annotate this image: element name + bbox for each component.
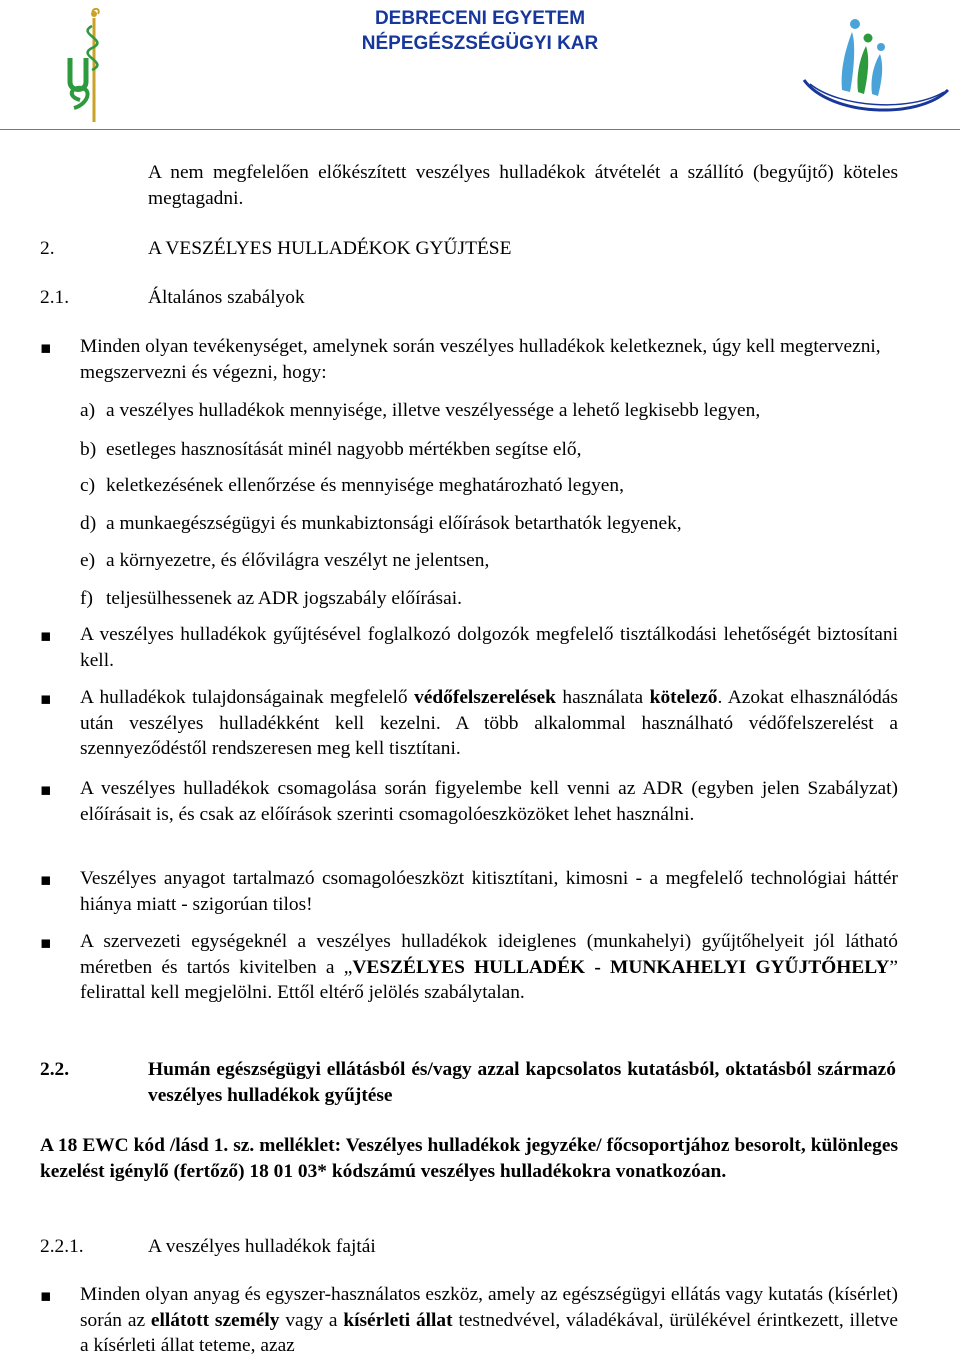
header-line1: DEBRECENI EGYETEM bbox=[374, 8, 586, 29]
bullet-3-part3: . Azokat elhasználódás után veszélyes hulladékként kell kezelni. A több alkalommal használható védőfelszerelést a szennyeződéstől rendszeresen meg kell tisztítani. bbox=[80, 687, 898, 760]
list-item-e-label: e) bbox=[80, 550, 96, 571]
bullet-2-text: A veszélyes hulladékok gyűjtésével foglalkozó dolgozók megfelelő tisztálkodási lehetőségét biztosítani kell. bbox=[80, 624, 898, 671]
bullet-marker bbox=[40, 342, 52, 354]
intro-line1 bbox=[148, 160, 898, 211]
list-item-e-text: a környezetre, és élővilágra veszélyt ne jelentsen, bbox=[106, 550, 490, 571]
list-item-b-label: b) bbox=[80, 439, 97, 460]
bullet-7-part1: Minden olyan anyag és egyszer-használatos eszköz, amely az egészségügyi ellátás vagy kutatás (kísérlet) során az bbox=[80, 1284, 898, 1331]
bullet-3-part2: használata bbox=[555, 687, 650, 708]
bullet-7-part3: testnedvével, váladékával, ürülékével érintkezett, illetve a kísérleti állat teteme, azaz bbox=[80, 1309, 898, 1357]
bullet-5-text: Veszélyes anyagot tartalmazó csomagolóeszközt kitisztítani, kimosni - a megfelelő technológiai háttér hiánya miatt - szigorúan tilos! bbox=[80, 868, 898, 915]
list-item-b-text: esetleges hasznosítását minél nagyobb mértékben segítse elő, bbox=[106, 439, 582, 460]
university-logo bbox=[58, 4, 128, 126]
section-2-1-number: 2.1. bbox=[40, 287, 70, 308]
bullet-3-bold-mandatory: kötelező bbox=[649, 687, 718, 708]
section-2-2-title: Humán egészségügyi ellátásból és/vagy azzal kapcsolatos kutatásból, oktatásból származó veszélyes hulladékok gyűjtése bbox=[148, 1059, 896, 1106]
section-2-1-title: Általános szabályok bbox=[148, 287, 305, 308]
list-item-f-text: teljesülhessenek az ADR jogszabály előírásai. bbox=[106, 588, 462, 609]
bullet-3-text bbox=[80, 685, 898, 762]
bullet-marker bbox=[40, 784, 52, 796]
bullet-4-text: A veszélyes hulladékok csomagolása során figyelembe kell venni az ADR (egyben jelen Szabályzat) előírásait is, és csak az előírások szerinti csomagolóeszközöket lehet használni. bbox=[80, 778, 898, 825]
bullet-7-bold-animal: kísérleti állat bbox=[343, 1309, 453, 1331]
bullet-7-bold-person: ellátott személy bbox=[150, 1309, 280, 1331]
bullet-marker bbox=[40, 874, 52, 886]
bullet-6-part2: ” felirattal kell megjelölni. Ettől eltérő jelölés szabálytalan. bbox=[80, 956, 898, 1004]
ewc-paragraph: A 18 EWC kód /lásd 1. sz. melléklet: Veszélyes hulladékok jegyzéke/ főcsoportjához besorolt, különleges kezelést igénylő (fertőző) 18 01 03* kódszámú veszélyes hulladékokra vonatkozóan. bbox=[40, 1135, 898, 1182]
faculty-logo bbox=[800, 8, 950, 120]
bullet-6-text bbox=[80, 929, 898, 1006]
bullet-marker bbox=[40, 630, 52, 642]
bullet-3-bold-protective: védőfelszerelések bbox=[414, 687, 556, 708]
list-item-f-label: f) bbox=[80, 588, 93, 609]
header-title bbox=[180, 6, 780, 56]
bullet-6-part1: A szervezeti egységeknél a veszélyes hulladékok ideiglenes (munkahelyi) gyűjtőhelyeit jól látható méretben és tartós kivitelben a „ bbox=[80, 931, 898, 978]
section-2-2-number: 2.2. bbox=[40, 1059, 70, 1080]
section-2-title: A VESZÉLYES HULLADÉKOK GYŰJTÉSE bbox=[148, 238, 512, 259]
list-item-a-label: a) bbox=[80, 400, 96, 421]
intro-text: A nem megfelelően előkészített veszélyes hulladékok átvételét a szállító (begyűjtő) köteles megtagadni. bbox=[148, 162, 898, 209]
header-rule bbox=[0, 129, 960, 130]
bullet-marker bbox=[40, 693, 52, 705]
bullet-6-bold-label: VESZÉLYES HULLADÉK - MUNKAHELYI GYŰJTŐHELY bbox=[352, 956, 890, 978]
list-item-d-label: d) bbox=[80, 513, 97, 534]
bullet-7-text bbox=[80, 1282, 898, 1359]
section-2-2-1-number: 2.2.1. bbox=[40, 1236, 84, 1257]
bullet-7-part2: vagy a bbox=[279, 1309, 344, 1331]
list-item-a-text: a veszélyes hulladékok mennyisége, illetve veszélyessége a lehető legkisebb legyen, bbox=[106, 400, 761, 421]
list-item-c-text: keletkezésének ellenőrzése és mennyisége meghatározható legyen, bbox=[106, 475, 624, 496]
bullet-1-text: Minden olyan tevékenységet, amelynek során veszélyes hulladékok keletkeznek, úgy kell megtervezni, megszervezni és végezni, hogy: bbox=[80, 336, 881, 383]
list-item-d-text: a munkaegészségügyi és munkabiztonsági előírások betarthatók legyenek, bbox=[106, 513, 682, 534]
section-2-number: 2. bbox=[40, 238, 55, 259]
list-item-c-label: c) bbox=[80, 475, 96, 496]
bullet-3-part1: A hulladékok tulajdonságainak megfelelő bbox=[80, 687, 415, 708]
bullet-marker bbox=[40, 937, 52, 949]
bullet-marker bbox=[40, 1290, 52, 1302]
section-2-2-1-title: A veszélyes hulladékok fajtái bbox=[148, 1236, 376, 1257]
header-line2: NÉPEGÉSZSÉGÜGYI KAR bbox=[361, 33, 599, 54]
